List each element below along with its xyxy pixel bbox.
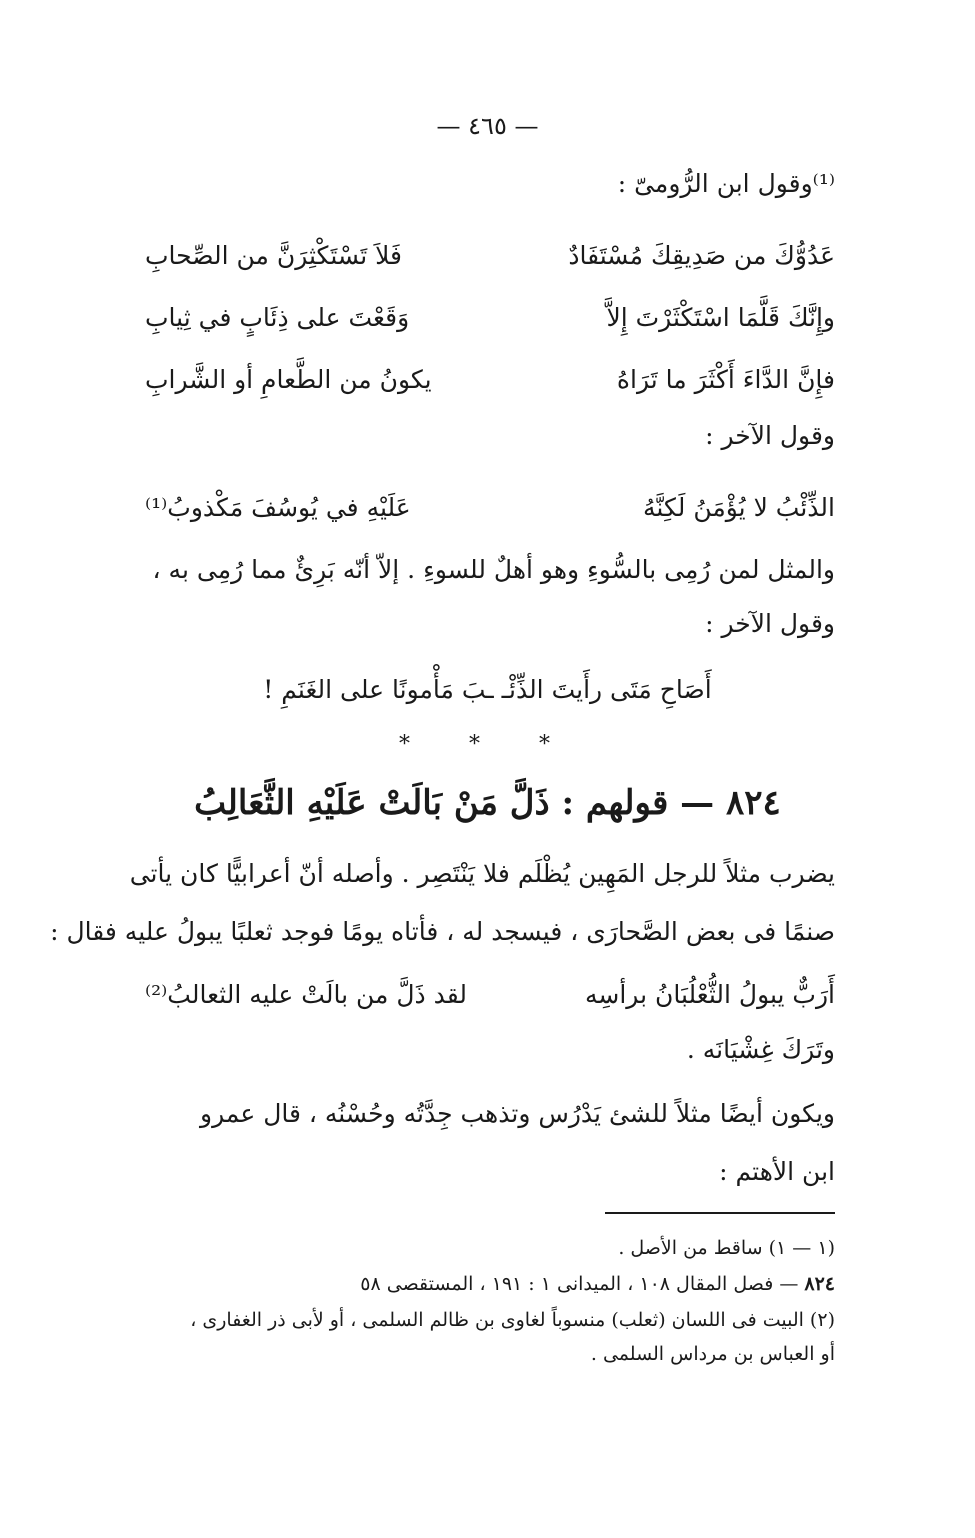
footnote-text: (١ — ١) ساقط من الأصل . xyxy=(618,1237,835,1259)
footnote-4 xyxy=(135,1338,835,1370)
section-separator: * * * xyxy=(399,732,576,757)
footnote-text: أو العباس بن مرداس السلمى . xyxy=(590,1343,835,1365)
prose-line-1: والمثل لمن رُمِى بالسُّوءِ وهو أهلٌ للسوءِ . إلاّ أنّه بَرِئٌ مما رُمِى به ، xyxy=(152,555,835,584)
verse-hemistich-second: فَلاَ تَسْتَكْثِرَنَّ من الصِّحابِ xyxy=(145,241,402,270)
prose-line-4b: ابن الأهتم : xyxy=(719,1157,835,1186)
intro-line-3: وقول الآخر : xyxy=(705,609,835,638)
page-number: — ٤٦٥ — xyxy=(436,112,539,140)
footnote-3 xyxy=(135,1304,835,1336)
verse-hemistich-second: عَلَيْهِ في يُوسُفَ مَكْذوبُ⁽¹⁾ xyxy=(145,493,411,522)
verse-hemistich-first: أَرَبٌّ يبولُ الثُّعْلُبَانُ برأسِه xyxy=(585,980,835,1009)
prose-line-3: وتَرَكَ غِشْيَانَه . xyxy=(686,1035,835,1064)
verse-hemistich-first: فإِنَّ الدَّاءَ أَكْثَرَ ما تَرَاهُ xyxy=(616,365,835,394)
prose-line-2a: يضرب مثلاً للرجل المَهِين يُظْلَم فلا يَنْتَصِر . وأصله أنّ أعرابيًّا كان يأتى xyxy=(129,859,835,888)
intro-line-2: وقول الآخر : xyxy=(705,421,835,450)
prose-line-4a: ويكون أيضًا مثلاً للشئ يَدْرُس وتذهب جِدَّتُه وحُسْنُه ، قال عمرو xyxy=(200,1099,835,1128)
verse-line-5 xyxy=(145,975,835,1015)
footnote-2 xyxy=(135,1268,835,1300)
verse-hemistich-second: يكونُ من الطَّعامِ أو الشَّرابِ xyxy=(145,365,432,394)
verse-hemistich-second: وَقَعْتَ على ذِئَابٍ في ثِيابِ xyxy=(145,303,410,332)
prose-line-2b: صنمًا فى بعض الصَّحارَى ، فيسجد له ، فأتاه يومًا فوجد ثعلبًا يبولُ عليه فقال : xyxy=(50,917,835,946)
verse-hemistich-second: لقد ذَلَّ من بالَتْ عليه الثعالبُ⁽²⁾ xyxy=(145,980,467,1009)
verse-hemistich-first: الذِّئْبُ لا يُؤْمَنُ لَكِنَّهُ xyxy=(643,493,835,522)
footnote-divider xyxy=(605,1212,835,1214)
footnote-number: ٨٢٤ xyxy=(804,1273,835,1295)
verse-line-4 xyxy=(145,488,835,528)
footnote-1 xyxy=(135,1232,835,1264)
verse-hemistich-first: وإِنَّكَ قَلَّمَا اسْتَكْثَرْتَ إِلاَّ xyxy=(606,303,835,332)
verse-line-1 xyxy=(145,236,835,276)
verse-line-3 xyxy=(145,360,835,400)
proverb-heading: ٨٢٤ — قولهم : ذَلَّ مَنْ بَالَتْ عَلَيْهِ الثَّعَالِبُ xyxy=(194,783,781,823)
verse-line-2 xyxy=(145,298,835,338)
intro-line-1: ⁽¹⁾وقول ابن الرُّومىّ : xyxy=(617,169,835,198)
footnote-text: — فصل المقال ١٠٨ ، الميدانى ١ : ١٩١ ، المستقصى ٥٨ xyxy=(360,1273,805,1295)
footnote-text: (٢) البيت فى اللسان (ثعلب) منسوباً لغاوى بن ظالم السلمى ، أو لأبى ذر الغفارى ، xyxy=(190,1309,835,1331)
centered-verse: أَصَاحِ مَتَى رأَيتَ الذِّئْـ ـبَ مَأْمونًا على الغَنَمِ ! xyxy=(263,675,712,704)
verse-hemistich-first: عَدُوُّكَ من صَدِيقِكَ مُسْتَفَادٌ xyxy=(568,241,835,270)
